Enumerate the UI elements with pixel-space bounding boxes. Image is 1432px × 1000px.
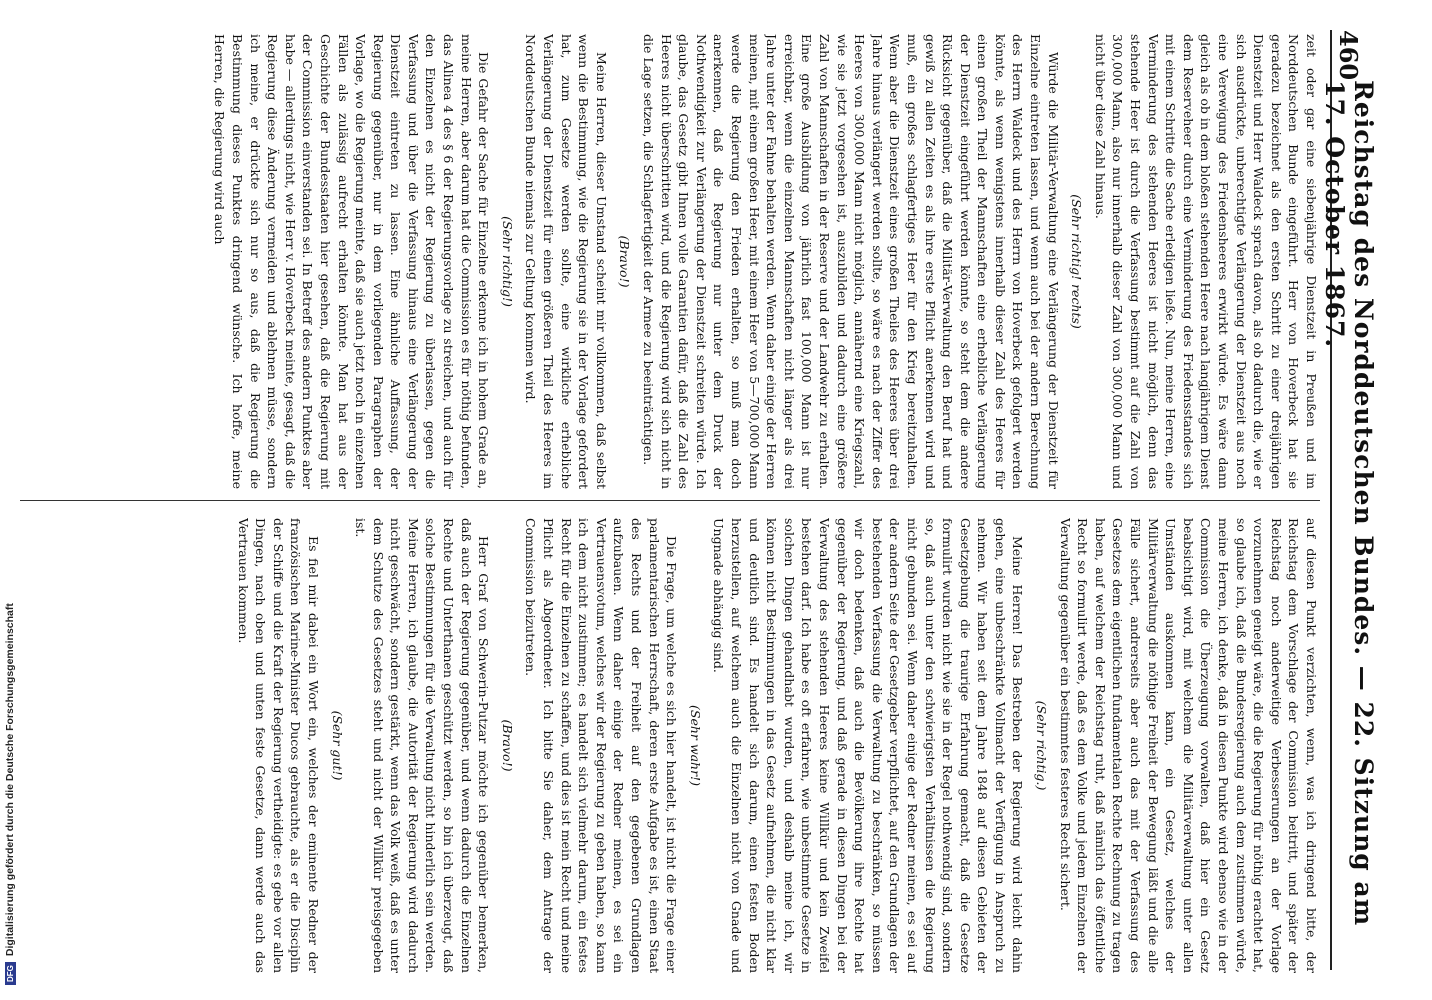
paragraph: Die Gefahr der Sache für Einzelne erkenne ich in hohem Grade an, meine Herren, aber darum hat die Commission es für nöthig befunden, das Alinea 4 des § 6 der Regierungsvorlage zu streichen, und auch für den Einzelnen es nicht der Regierung zu überlassen, gegen die Verfassung und über die Verfassung hinaus eine Verlängerung der Dienstzeit eintreten zu lassen. Eine ähnliche Auffassung, der Regierung gegenüber, nur in dem vorliegenden Paragraphen der Vorlage, wo die Regierung meinte, daß sie auch jetzt noch in einzelnen Fällen als zulässig aufrecht erhalten könnte. Man hat aus der Geschichte der Bundesstaaten hier gesehen, daß die Regierung mit der Commission einverstanden sei. In Betreff des andern Punktes aber habe — allerdings nicht, wie Herr v. Hoverbeck meinte, gesagt, daß die Regierung diese Änderung vermeiden und ablehnen müsse, sondern ich meine, er drückte sich nur so aus, daß die Regierung die Bestimmung dieses Punktes dringend wünsche. Ich hoffe, meine Herren, die Regierung wird auch bbox=[212, 34, 492, 489]
interjection: (Bravo!) bbox=[617, 235, 633, 288]
interjection: (Sehr richtig.) bbox=[1034, 700, 1050, 791]
right-column bbox=[18, 518, 1320, 973]
paragraph: Es fiel mir dabei ein Wort ein, welches der eminente Redner der französischen Marine-Minister Ducos gebrauchte, als er die Disciplin der Schiffe und die Kraft der Regierung vertheidigte: es gebe vor allen Dingen, nach oben und unten feste Gesetze, dann werde auch das Vertrauen kommen. bbox=[235, 518, 321, 973]
paragraph: Herr Graf von Schwerin-Putzar möchte ich gegenüber bemerken, daß auch der Regierung gegenüber, und wenn dadurch die Einzelnen Rechte und Unterthanen geschützt werden, so bin ich überzeugt, daß solche Bestimmungen für die Verwaltung nicht hinderlich sein werden. Meine Herren, ich glaube, die Autorität der Regierung wird dadurch nicht geschwächt, sondern gestärkt, wenn das Volk weiß, daß es unter dem Schutze des Gesetzes steht und nicht der Willkür preisgegeben ist. bbox=[353, 518, 492, 973]
interjection: (Sehr gut!) bbox=[329, 710, 345, 781]
column-divider bbox=[20, 500, 1320, 501]
page-number: 460 bbox=[1334, 30, 1364, 81]
page-title: Reichstag des Norddeutschen Bundes. — 22. Sitzung am 17. October 1867. bbox=[1320, 80, 1378, 927]
interjection: (Sehr wahr!) bbox=[687, 705, 703, 786]
paragraph: Meine Herren! Das Bestreben der Regierung wird leicht dahin gehen, eine unbeschränkte Vollmacht der Verfügung in Anspruch zu nehmen. Wir haben seit dem Jahre 1848 auf diesen Gebieten der Gesetzgebung die traurige Erfahrung gemacht, daß die Gesetze formulirt wurden nicht wie sie in der Regel nothwendig sind, sondern so, daß auch unter den schwierigsten Verhältnissen die Regierung nicht gebunden sei. Wenn daher einige der Redner meinen, es sei auf der andern Seite der Gesetzgeber verpflichtet, auf den Grundlagen der bestehenden Verfassung die Verwaltung zu beschränken, so müssen wir doch bedenken, daß auch die Bevölkerung ihre Rechte hat gegenüber der Regierung, und daß gerade in diesen Dingen bei der Verwaltung des stehenden Heeres keine Willkür und kein Zweifel bestehen darf. Ich habe es oft erfahren, wie unbestimmte Gesetze in solchen Dingen gehandhabt wurden, und deshalb meine ich, wir können nicht Bestimmungen in das Gesetz aufnehmen, die nicht klar und deutlich sind. Es handelt sich darum, einen festen Boden herzustellen, auf welchem auch die Einzelnen nicht von Gnade und Ungnade abhängig sind. bbox=[711, 518, 1026, 973]
interjection: (Sehr richtig! rechts) bbox=[1069, 194, 1085, 329]
dfg-logo: DFG bbox=[5, 962, 16, 985]
paragraph: auf diesen Punkt verzichten, wenn, was ich dringend bitte, der Reichstag dem Vorschlage der Commission beitritt, und später der Reichstag noch anderweitige Verbesserungen an der Vorlage vorzunehmen geneigt wäre, die die Regierung für nöthig erachtet hat, so glaube ich, daß die Bundesregierung auch dem zustimmen würde, meine Herren, ich denke, daß in diesen Punkte wird ebenso wie in der Commission die Überzeugung vorwalten, daß hier ein Gesetz beabsichtigt wird, mit welchem die Militärverwaltung unter allen Umständen auskommen kann, ein Gesetz, welches der Militärverwaltung die nöthige Freiheit der Bewegung läßt und die alle Fälle sichert, andrerseits aber auch das mit der Verfassung des Gesetzes dem eigentlichen fundamentalen Rechte Rechnung zu tragen haben, auf welchem der Reichstag ruht, daß nämlich das öffentliche Recht so formulirt werde, daß es dem Volke und jedem Einzelnen der Verwaltung gegenüber ein bestimmtes festeres Recht sichert. bbox=[1057, 518, 1319, 973]
credit-text: Digitalisierung gefördert durch die Deutsche Forschungsgemeinschaft bbox=[4, 603, 16, 957]
paragraph: Meine Herren, dieser Umstand scheint mir vollkommen, daß selbst wenn die Bestimmung, wie die Regierung sie in der Vorlage gefordert hat, zum Gesetze werden sollte, eine wirkliche erhebliche Verlängerung der Dienstzeit für einen größeren Theil des Heeres im Norddeutschen Bunde niemals zur Geltung kommen wird. bbox=[523, 34, 609, 489]
left-column bbox=[18, 34, 1320, 489]
interjection: (Bravo!) bbox=[499, 719, 515, 772]
paragraph: Die Frage, um welche es sich hier handelt, ist nicht die Frage einer parlamentarischen Herrschaft, deren erste Aufgabe es ist, einen Staat des Rechts und der Freiheit auf den gegebenen Grundlagen aufzubauen. Wenn daher einige der Redner meinen, es sei ein Vertrauensvotum, welches wir der Regierung zu geben haben, so kann ich dem nicht zustimmen; es handelt sich vielmehr darum, ein festes Recht für die Einzelnen zu schaffen, und dies ist mein Recht und meine Pflicht als Abgeordneter. Ich bitte Sie daher, dem Antrage der Commission beizutreten. bbox=[523, 518, 680, 973]
page-header bbox=[1320, 30, 1378, 970]
interjection: (Sehr richtig!) bbox=[499, 216, 515, 307]
paragraph: Würde die Militär-Verwaltung eine Verlängerung der Dienstzeit für Einzelne eintreten lassen, und wenn auch bei der andern Berechnung des Herrn Waldeck und des Herrn von Hoverbeck gefolgert werden könnte, als wenn wenigstens innerhalb dieser Zahl des Heeres für einen großen Theil der Mannschaften eine erhebliche Verlängerung der Dienstzeit eingeführt werden könnte, so steht dem die andere Rücksicht gegenüber, daß die Militär-Verwaltung den Beruf hat und gewiß zu allen Zeiten es als ihre erste Pflicht anerkennen wird und muß, ein großes schlagfertiges Heer für den Krieg bereitzuhalten. Wenn aber die Dienstzeit eines großen Theiles des Heeres über drei Jahre hinaus verlängert werden sollte, so wäre es nach der Ziffer des Heeres von 300,000 Mann nicht möglich, annähernd eine Kriegszahl, wie sie jetzt vorgesehen ist, auszubilden und dadurch eine größere Zahl von Mannschaften in der Reserve und der Landwehr zu erhalten. Eine große Ausbildung von jährlich fast 100,000 Mann ist nur erreichbar, wenn die einzelnen Mannschaften nicht länger als drei Jahre unter der Fahne behalten werden. Wenn daher einige der Herren meinen, mit einem großen Heer, mit einem Heer von 5—700,000 Mann werde die Regierung den Frieden erhalten, so muß man doch anerkennen, daß die Regierung nur unter dem Druck der Nothwendigkeit zur Verlängerung der Dienstzeit schreiten würde. Ich glaube, das Gesetz gibt Ihnen volle Garantien dafür, daß die Zahl des Heeres nicht überschritten wird, und die Regierung wird sich nicht in die Lage setzen, die Schlagfertigkeit der Armee zu beeinträchtigen. bbox=[641, 34, 1061, 489]
paragraph: zeit oder gar eine siebenjährige Dienstzeit in Preußen und im Norddeutschen Bunde eingeführt. Herr von Hoverbeck hat sie geradezu bezeichnet als den ersten Schritt zu einer dreijährigen Dienstzeit und Herr Waldeck sprach davon, als ob dadurch die, wie er sich ausdrückte, unberechtigte Verlängerung der Dienstzeit aus noch eine Verewigung des Friedensheeres erwirkt würde. Es wäre dann gleich als ob in dem bloßen stehenden Heere nach langjährigem Dienst dem Reserveheer durch eine Verminderung des Friedensstandes sich mit einem Schritte die Sache erledigen ließe. Nun, meine Herren, eine Verminderung des stehenden Heeres ist nicht möglich, denn das stehende Heer ist durch die Verfassung bestimmt auf die Zahl von 300,000 Mann, also nur innerhalb dieser Zahl von 300,000 Mann und nicht über diese Zahl hinaus. bbox=[1092, 34, 1319, 489]
